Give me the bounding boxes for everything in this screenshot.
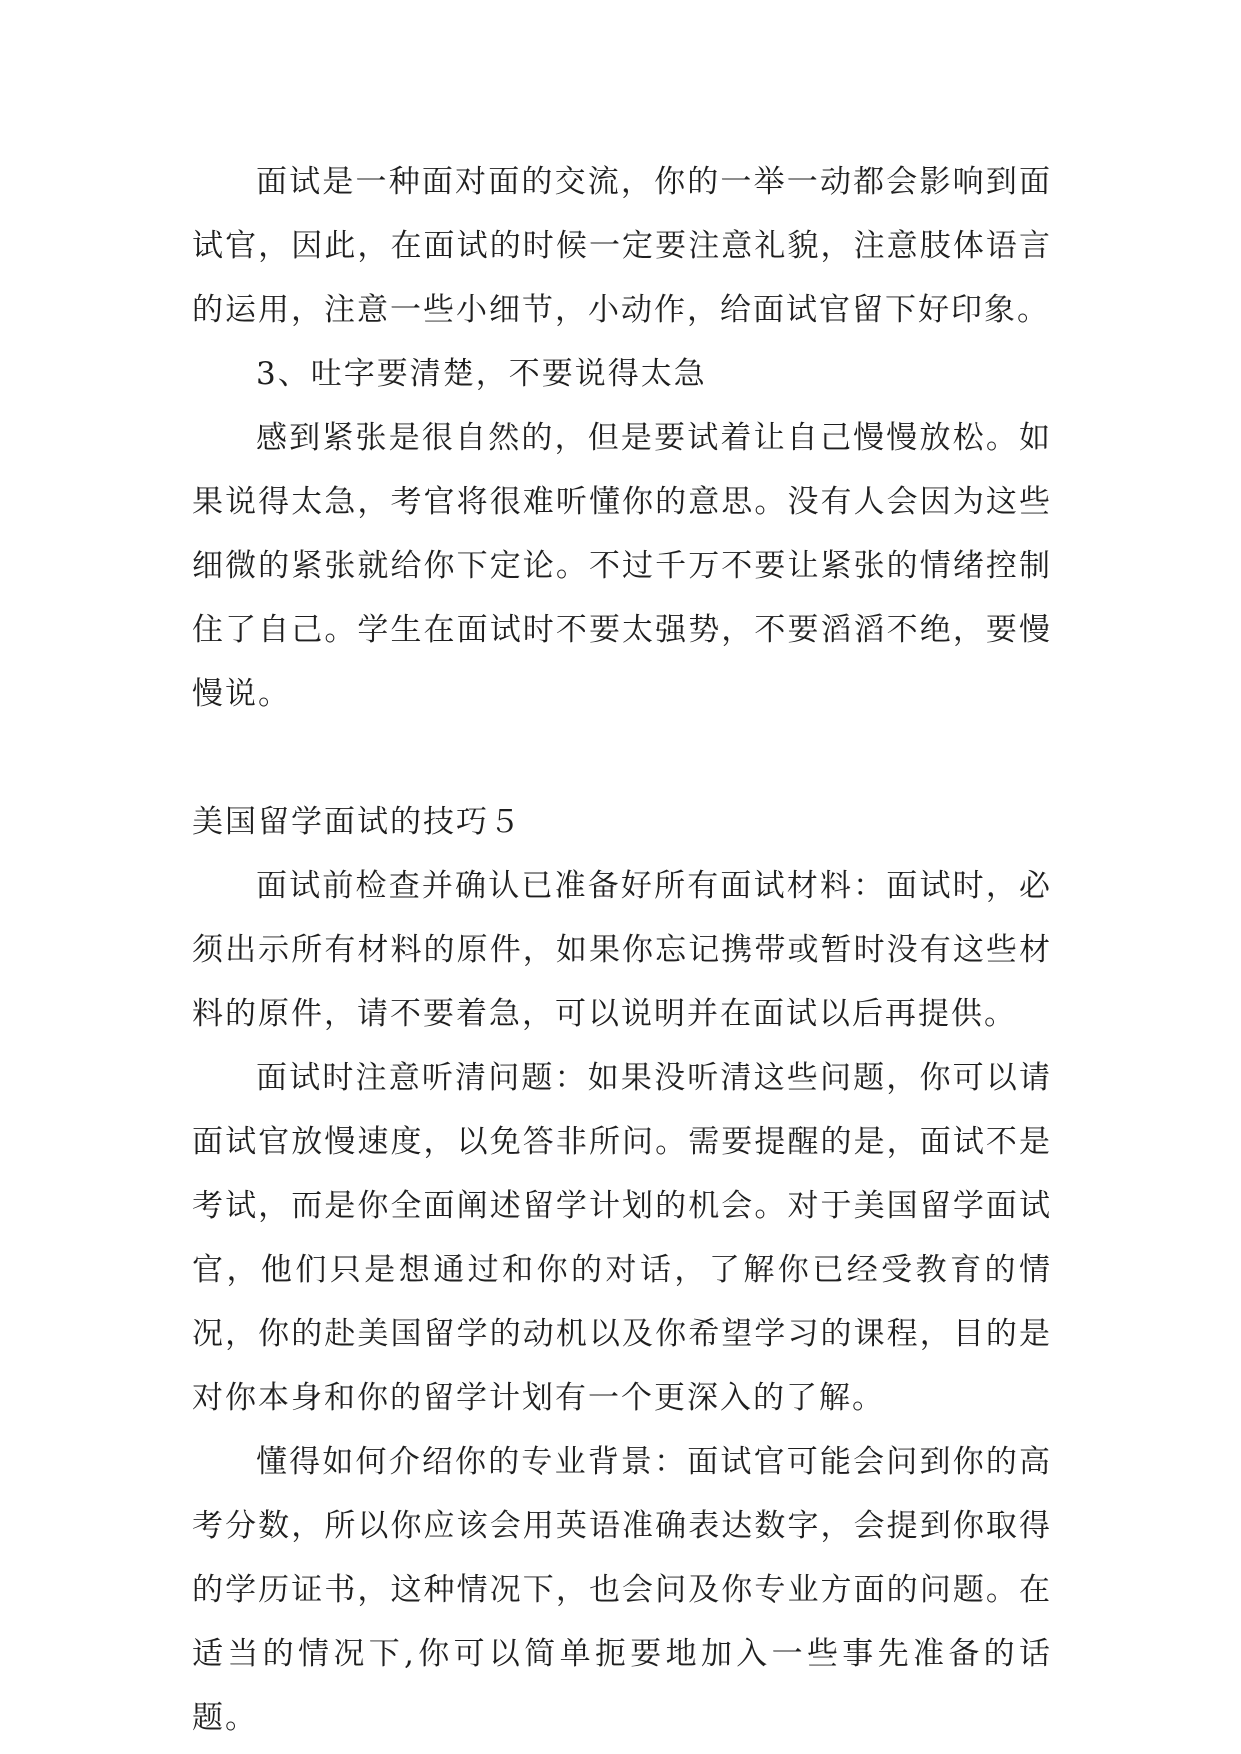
paragraph-background: 懂得如何介绍你的专业背景：面试官可能会问到你的高考分数，所以你应该会用英语准确表达数字，会提到你取得的学历证书，这种情况下，也会问及你专业方面的问题。在适当的情况下,你可以简单扼要地加入一些事先准备的话题。 bbox=[192, 1444, 1052, 1736]
paragraph-listen-questions: 面试时注意听清问题：如果没听清这些问题，你可以请面试官放慢速度，以免答非所问。需要提醒的是，面试不是考试，而是你全面阐述留学计划的机会。对于美国留学面试官，他们只是想通过和你的对话，了解你已经受教育的情况，你的赴美国留学的动机以及你希望学习的课程，目的是对你本身和你的留学计划有一个更深入的了解。 bbox=[192, 1060, 1052, 1416]
subheading-speak-clearly: 3、吐字要清楚，不要说得太急 bbox=[256, 356, 707, 392]
paragraph-etiquette: 面试是一种面对面的交流，你的一举一动都会影响到面试官，因此，在面试的时候一定要注意礼貌，注意肢体语言的运用，注意一些小细节，小动作，给面试官留下好印象。 bbox=[192, 164, 1052, 328]
paragraph-nervousness: 感到紧张是很自然的，但是要试着让自己慢慢放松。如果说得太急，考官将很难听懂你的意思。没有人会因为这些细微的紧张就给你下定论。不过千万不要让紧张的情绪控制住了自己。学生在面试时不要太强势，不要滔滔不绝，要慢慢说。 bbox=[192, 420, 1052, 712]
section-heading: 美国留学面试的技巧５ bbox=[192, 804, 522, 840]
document-body bbox=[192, 150, 1052, 1750]
paragraph-materials: 面试前检查并确认已准备好所有面试材料：面试时，必须出示所有材料的原件，如果你忘记携带或暂时没有这些材料的原件，请不要着急，可以说明并在面试以后再提供。 bbox=[192, 868, 1052, 1032]
